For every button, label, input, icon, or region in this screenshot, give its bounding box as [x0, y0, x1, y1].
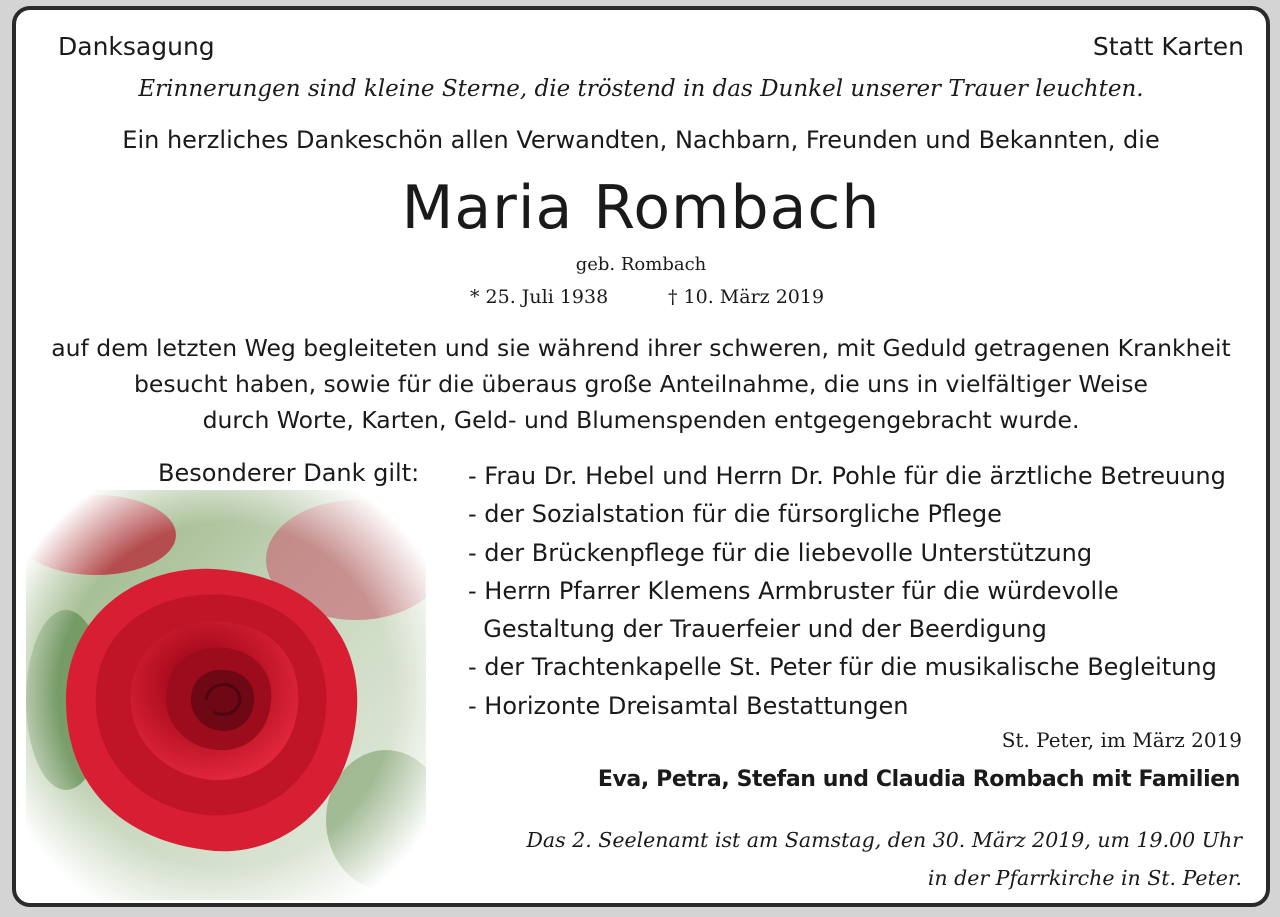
- header-right: Statt Karten: [1092, 32, 1244, 61]
- deceased-name: Maria Rombach: [401, 173, 881, 243]
- list-item: Gestaltung der Trauerfeier und der Beerdigung: [468, 615, 1047, 644]
- rose-image: [26, 490, 426, 900]
- special-thanks-list: [468, 457, 1226, 725]
- thanks-paragraph: [16, 330, 1266, 438]
- list-item: - der Brückenpflege für die liebevolle Unterstützung: [468, 538, 1093, 567]
- special-thanks-label: Besonderer Dank gilt:: [158, 459, 420, 487]
- paragraph-line: auf dem letzten Weg begleiteten und sie während ihrer schweren, mit Geduld getragenen Krankheit: [51, 334, 1231, 362]
- birth-name: geb. Rombach: [575, 254, 707, 275]
- signature: Eva, Petra, Stefan und Claudia Rombach mit Familien: [597, 767, 1240, 792]
- list-item: - der Trachtenkapelle St. Peter für die musikalische Begleitung: [468, 653, 1217, 682]
- place-date: St. Peter, im März 2019: [1001, 728, 1242, 752]
- list-item: - Frau Dr. Hebel und Herrn Dr. Pohle für die ärztliche Betreuung: [468, 462, 1226, 490]
- birth-date: * 25. Juli 1938: [470, 286, 609, 308]
- list-item: - Horizonte Dreisamtal Bestattungen: [468, 691, 909, 720]
- service-line: in der Pfarrkirche in St. Peter.: [927, 866, 1242, 890]
- header-left: Danksagung: [58, 32, 215, 61]
- obituary-notice: [12, 6, 1270, 907]
- service-line: Das 2. Seelenamt ist am Samstag, den 30. März 2019, um 19.00 Uhr: [526, 828, 1242, 852]
- motto: Erinnerungen sind kleine Sterne, die tröstend in das Dunkel unserer Trauer leuchten.: [138, 76, 1144, 102]
- service-announcement: [527, 821, 1243, 897]
- death-date: † 10. März 2019: [668, 286, 825, 308]
- list-item: - der Sozialstation für die fürsorgliche Pflege: [468, 500, 1002, 529]
- list-item: - Herrn Pfarrer Klemens Armbruster für die würdevolle: [468, 576, 1119, 605]
- paragraph-line: besucht haben, sowie für die überaus große Anteilnahme, die uns in vielfältiger Weise: [134, 370, 1148, 398]
- intro-text: Ein herzliches Dankeschön allen Verwandten, Nachbarn, Freunden und Bekannten, die: [122, 126, 1160, 154]
- paragraph-line: durch Worte, Karten, Geld- und Blumenspenden entgegengebracht wurde.: [202, 406, 1080, 434]
- vignette: [26, 490, 426, 900]
